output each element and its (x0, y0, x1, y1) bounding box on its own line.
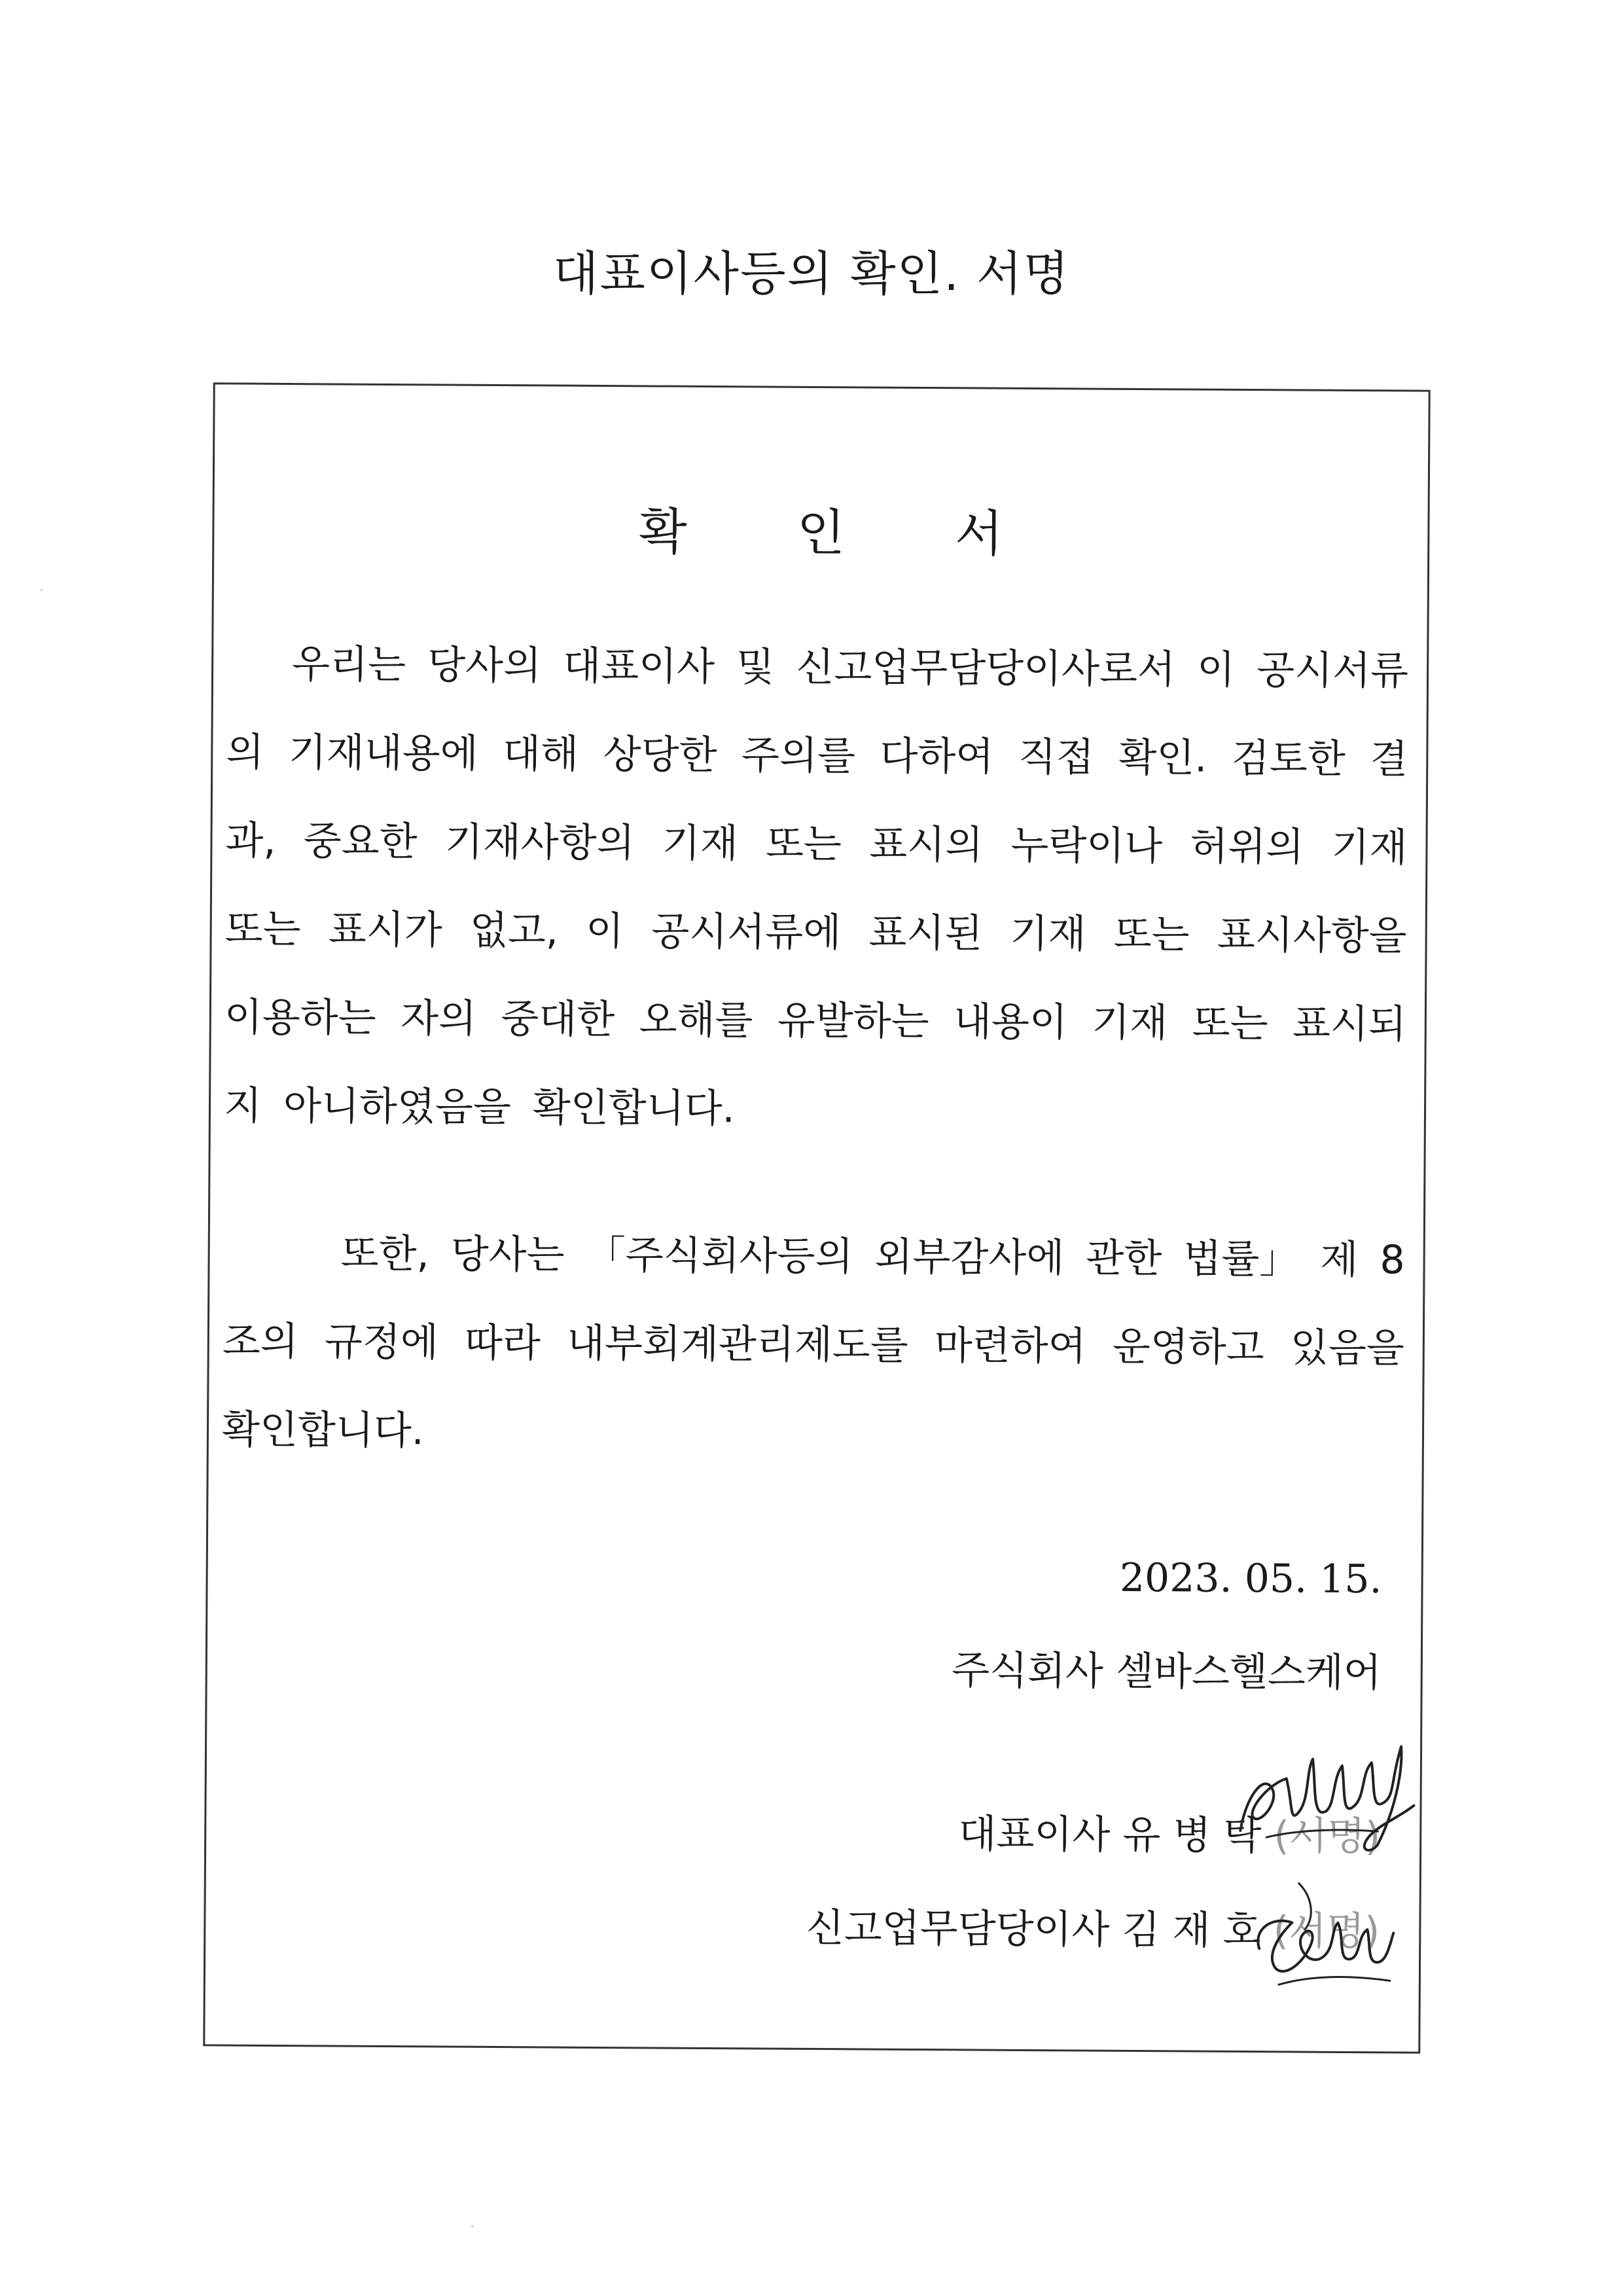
signer-ceo (958, 1803, 1380, 1861)
confirmation-box (203, 382, 1430, 2053)
confirmation-paragraph-1: 우리는 당사의 대표이사 및 신고업무담당이사로서 이 공시서류의 기재내용에 대해 상당한 주의를 다하여 직접 확인. 검토한 결과, 중요한 기재사항의 기재 또는 표시의 누락이나 허위의 기재 또는 표시가 없고, 이 공시서류에 표시된 기재 또는 표시사항을 이용하는 자의 중대한 오해를 유발하는 내용이 기재 또는 표시되지 아니하였음을 확인합니다. (223, 641, 1409, 1132)
signer-officer-mark: (서명) (1273, 1908, 1380, 1955)
scan-dot (471, 2225, 473, 2227)
scan-dot (41, 589, 43, 591)
signer-ceo-mark: (서명) (1274, 1813, 1381, 1860)
confirmation-paragraph-2: 또한, 당사는 「주식회사등의 외부감사에 관한 법률」 제 8 조의 규정에 따라 내부회계관리제도를 마련하여 운영하고 있음을 확인합니다. (221, 1230, 1405, 1454)
confirmation-title: 확 인 서 (638, 502, 1050, 564)
page-title: 대표이사등의 확인. 서명 (552, 246, 1071, 301)
document-date: 2023. 05. 15. (1119, 1554, 1382, 1603)
signer-officer (806, 1897, 1380, 1956)
company-name: 주식회사 셀바스헬스케어 (951, 1647, 1382, 1696)
signer-officer-name: 신고업무담당이사 김 재 호 (806, 1905, 1261, 1954)
signer-ceo-name: 대표이사 유 병 탁 (958, 1811, 1262, 1859)
